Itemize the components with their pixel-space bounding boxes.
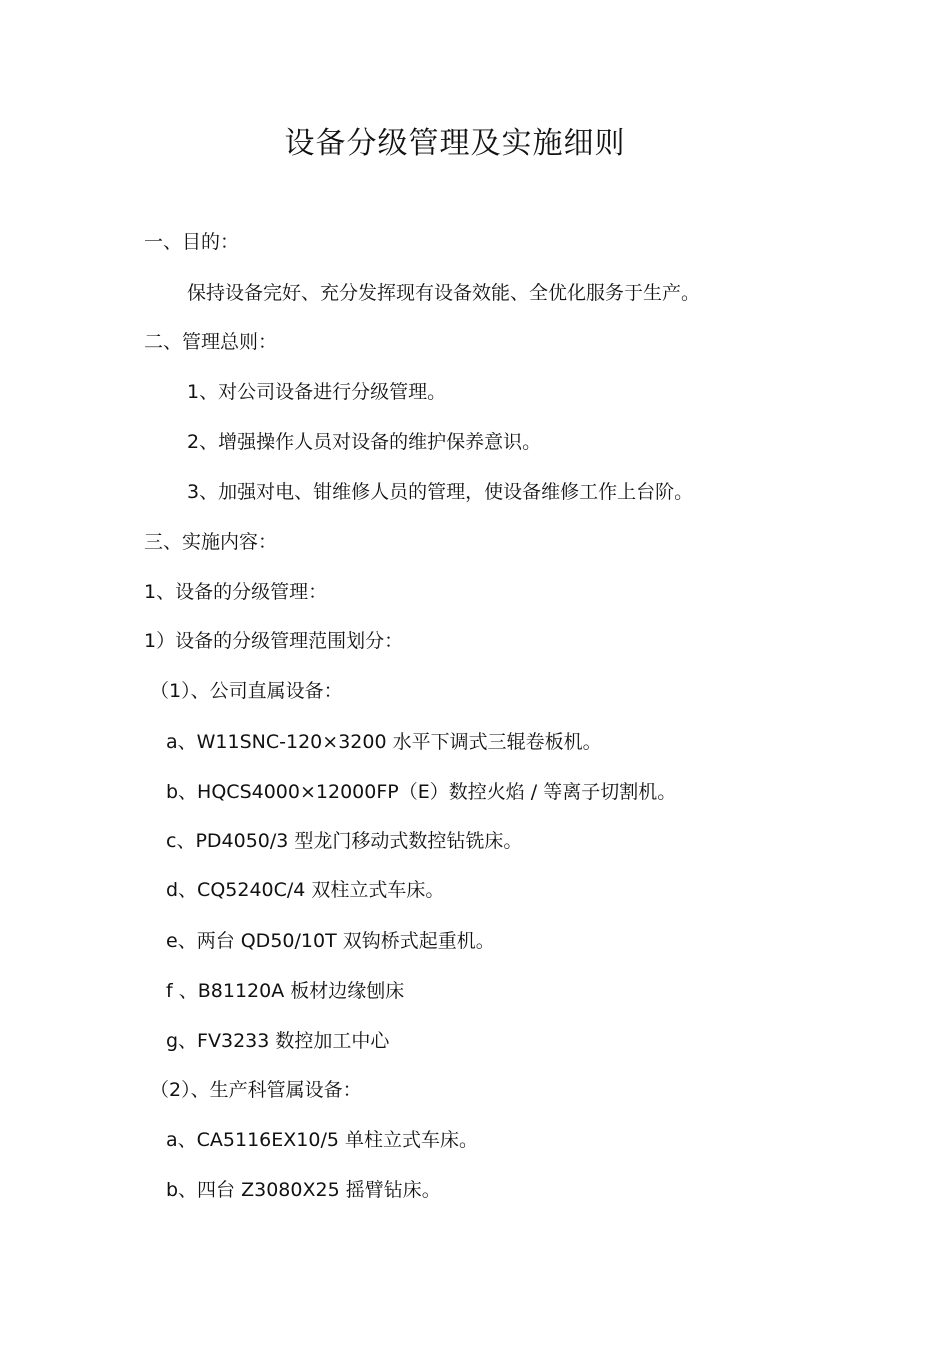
group-heading-production-equipment: （2）、生产科管属设备： [150,1079,362,1101]
list-item-equipment-b: b、HQCS4000×12000FP（E）数控火焰 / 等离子切割机。 [166,781,677,803]
list-item-equipment-g: g、FV3233 数控加工中心 [166,1030,390,1052]
subsection-heading-scope: 1）设备的分级管理范围划分： [144,630,404,652]
list-item-principle-3: 3、加强对电、钳维修人员的管理，使设备维修工作上台阶。 [187,481,694,503]
list-item-equipment-c: c、PD4050/3 型龙门移动式数控钻铣床。 [166,830,523,852]
list-item-principle-1: 1、对公司设备进行分级管理。 [187,381,447,403]
list-item-equipment-d: d、CQ5240C/4 双柱立式车床。 [166,879,445,901]
list-item-equipment-a: a、W11SNC-120×3200 水平下调式三辊卷板机。 [166,731,602,753]
list-item-production-b: b、四台 Z3080X25 摇臂钻床。 [166,1179,441,1201]
subsection-heading-classification: 1、设备的分级管理： [144,581,328,603]
section-heading-implementation: 三、实施内容： [144,531,278,553]
list-item-equipment-e: e、两台 QD50/10T 双钩桥式起重机。 [166,930,495,952]
document-title: 设备分级管理及实施细则 [284,126,626,161]
list-item-principle-2: 2、增强操作人员对设备的维护保养意识。 [187,431,542,453]
section-heading-principles: 二、管理总则： [144,331,278,353]
list-item-production-a: a、CA5116EX10/5 单柱立式车床。 [166,1129,478,1151]
group-heading-company-equipment: （1）、公司直属设备： [150,680,343,702]
list-item-equipment-f: f 、B81120A 板材边缘刨床 [166,980,405,1002]
section-heading-purpose: 一、目的： [144,231,240,253]
paragraph-purpose: 保持设备完好、充分发挥现有设备效能、全优化服务于生产。 [187,282,701,304]
